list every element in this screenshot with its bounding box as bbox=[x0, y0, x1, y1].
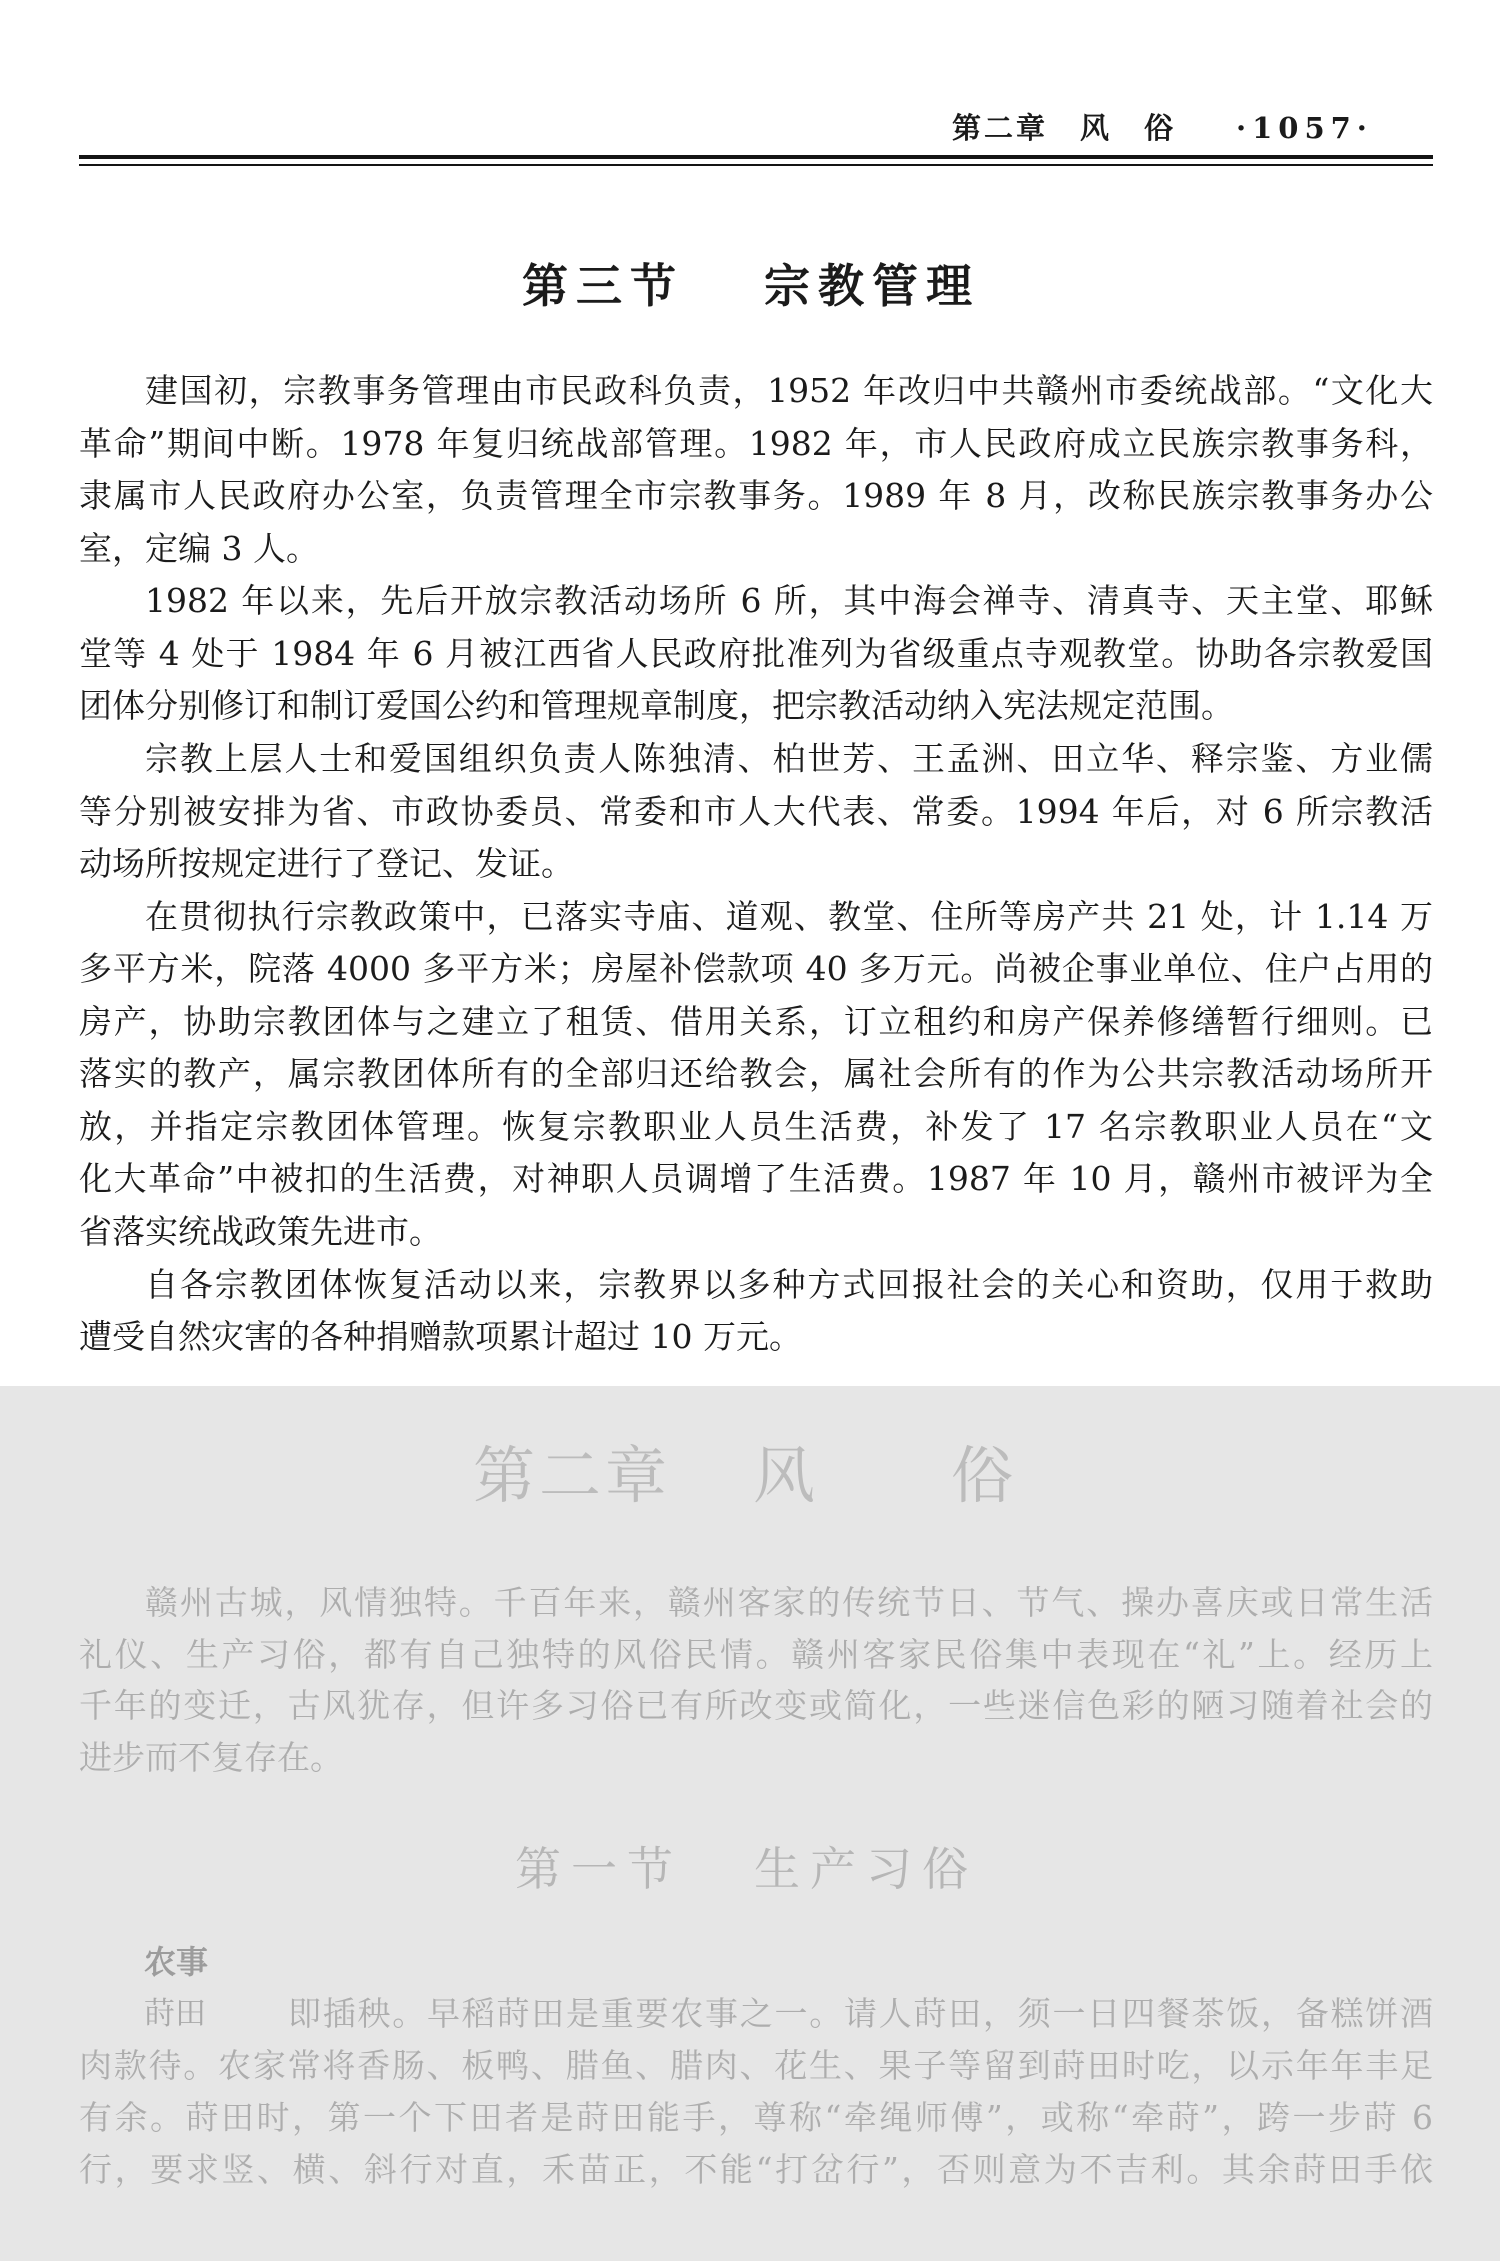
text-line: 室，定编 3 人。 bbox=[79, 529, 319, 568]
text-line: 1982 年以来，先后开放宗教活动场所 6 所，其中海会禅寺、清真寺、天主堂、耶稣 bbox=[145, 581, 1433, 620]
text-line: 千年的变迁，古风犹存，但许多习俗已有所改变或简化，一些迷信色彩的陋习随着社会的 bbox=[79, 1686, 1433, 1725]
header-rule-thick bbox=[79, 155, 1433, 159]
text-line: 肉款待。农家常将香肠、板鸭、腊鱼、腊肉、花生、果子等留到莳田时吃，以示年年丰足 bbox=[79, 2046, 1433, 2085]
chapter-title: 风 俗 bbox=[753, 1439, 1018, 1512]
text-line: 行，要求竖、横、斜行对直，禾苗正，不能“打岔行”，否则意为不吉利。其余莳田手依 bbox=[79, 2150, 1433, 2189]
page-number: ·1057· bbox=[1236, 111, 1373, 145]
text-line: 遭受自然灾害的各种捐赠款项累计超过 10 万元。 bbox=[79, 1317, 802, 1356]
section-number: 第三节 bbox=[522, 259, 684, 313]
next-page-preview bbox=[0, 1386, 1500, 2261]
text-line: 落实的教产，属宗教团体所有的全部归还给教会，属社会所有的作为公共宗教活动场所开 bbox=[79, 1054, 1433, 1093]
section-title: 宗教管理 bbox=[764, 259, 980, 313]
text-line: 放，并指定宗教团体管理。恢复宗教职业人员生活费，补发了 17 名宗教职业人员在“文 bbox=[79, 1107, 1433, 1146]
text-line: 自各宗教团体恢复活动以来，宗教界以多种方式回报社会的关心和资助，仅用于救助 bbox=[145, 1265, 1433, 1304]
section-title: 生产习俗 bbox=[754, 1842, 978, 1896]
text-line: 宗教上层人士和爱国组织负责人陈独清、柏世芳、王孟洲、田立华、释宗鉴、方业儒 bbox=[145, 739, 1433, 778]
text-line: 有余。莳田时，第一个下田者是莳田能手，尊称“牵绳师傅”，或称“牵莳”，跨一步莳 6 bbox=[79, 2098, 1433, 2137]
section-number: 第一节 bbox=[515, 1842, 683, 1896]
entry-term: 莳田 bbox=[144, 1996, 206, 2032]
text-line: 团体分别修订和制订爱国公约和管理规章制度，把宗教活动纳入宪法规定范围。 bbox=[79, 686, 1234, 725]
text-line: 动场所按规定进行了登记、发证。 bbox=[79, 844, 574, 883]
text-line: 堂等 4 处于 1984 年 6 月被江西省人民政府批准列为省级重点寺观教堂。协助各宗教爱国 bbox=[79, 634, 1433, 673]
text-line: 建国初，宗教事务管理由市民政科负责，1952 年改归中共赣州市委统战部。“文化大 bbox=[145, 371, 1433, 410]
text-line: 礼仪、生产习俗，都有自己独特的风俗民情。赣州客家民俗集中表现在“礼”上。经历上 bbox=[79, 1635, 1433, 1674]
header-rule-thin bbox=[79, 164, 1433, 166]
text-line: 赣州古城，风情独特。千百年来，赣州客家的传统节日、节气、操办喜庆或日常生活 bbox=[145, 1583, 1433, 1622]
running-head: 第二章 风 俗 bbox=[952, 111, 1177, 145]
text-line: 房产，协助宗教团体与之建立了租赁、借用关系，订立租约和房产保养修缮暂行细则。已 bbox=[79, 1002, 1433, 1041]
text-line: 等分别被安排为省、市政协委员、常委和市人大代表、常委。1994 年后，对 6 所宗教活 bbox=[79, 792, 1433, 831]
subsection-heading: 农事 bbox=[144, 1943, 209, 1981]
text-line: 在贯彻执行宗教政策中，已落实寺庙、道观、教堂、住所等房产共 21 处，计 1.14 万 bbox=[145, 897, 1433, 936]
text-line: 多平方米，院落 4000 多平方米；房屋补偿款项 40 多万元。尚被企事业单位、住户占用的 bbox=[79, 949, 1433, 988]
text-line: 革命”期间中断。1978 年复归统战部管理。1982 年，市人民政府成立民族宗教事务科， bbox=[79, 424, 1433, 463]
text-line: 进步而不复存在。 bbox=[79, 1738, 343, 1777]
text-line: 即插秧。早稻莳田是重要农事之一。请人莳田，须一日四餐茶饭，备糕饼酒 bbox=[288, 1994, 1433, 2033]
chapter-number: 第二章 bbox=[473, 1439, 672, 1512]
text-line: 隶属市人民政府办公室，负责管理全市宗教事务。1989 年 8 月，改称民族宗教事务办公 bbox=[79, 476, 1433, 515]
text-line: 省落实统战政策先进市。 bbox=[79, 1212, 442, 1251]
text-line: 化大革命”中被扣的生活费，对神职人员调增了生活费。1987 年 10 月，赣州市被评为全 bbox=[79, 1159, 1433, 1198]
